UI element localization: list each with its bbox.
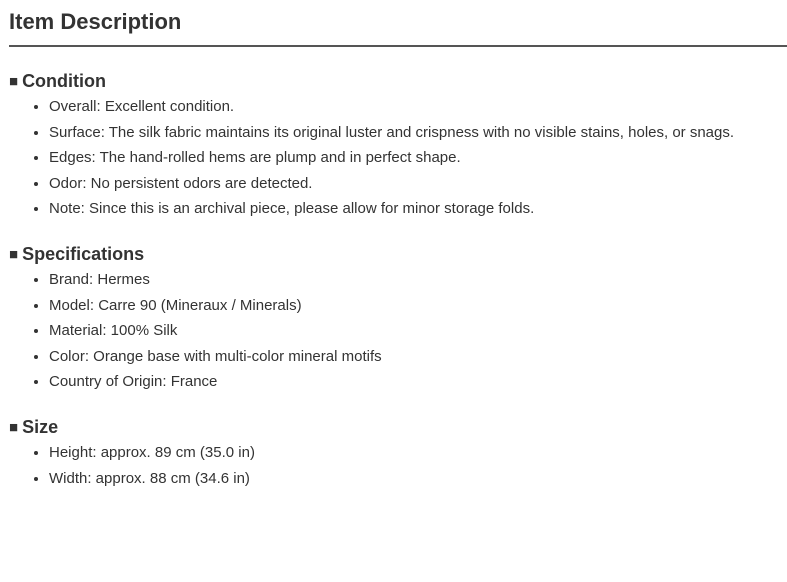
- condition-list: [9, 94, 787, 222]
- list-item: • Odor: No persistent odors are detected.: [49, 171, 787, 197]
- section-heading-specifications: [9, 243, 787, 267]
- item-description-panel: [9, 0, 787, 491]
- list-item: • Note: Since this is an archival piece, please allow for minor storage folds.: [49, 196, 787, 222]
- size-list: [9, 440, 787, 491]
- page-title: Item Description: [9, 0, 787, 47]
- list-item: • Height: approx. 89 cm (35.0 in): [49, 440, 787, 466]
- list-item: • Brand: Hermes: [49, 267, 787, 293]
- section-heading-label: Size: [22, 416, 59, 437]
- specifications-list: [9, 267, 787, 395]
- section-heading-label: Condition: [22, 71, 107, 91]
- list-item: • Color: Orange base with multi-color mineral motifs: [49, 344, 787, 370]
- list-item: • Width: approx. 88 cm (34.6 in): [49, 466, 787, 492]
- square-bullet-icon: ■: [9, 73, 19, 90]
- list-item: • Country of Origin: France: [49, 369, 787, 395]
- list-item: • Surface: The silk fabric maintains its original luster and crispness with no visible stains, holes, or snags.: [49, 120, 787, 146]
- list-item: • Edges: The hand-rolled hems are plump and in perfect shape.: [49, 145, 787, 171]
- list-item: • Material: 100% Silk: [49, 318, 787, 344]
- section-heading-size: [9, 416, 787, 440]
- square-bullet-icon: ■: [9, 245, 19, 263]
- section-heading-condition: [9, 70, 787, 94]
- section-heading-label: Specifications: [22, 243, 145, 264]
- list-item: • Overall: Excellent condition.: [49, 94, 787, 120]
- list-item: • Model: Carre 90 (Mineraux / Minerals): [49, 293, 787, 319]
- square-bullet-icon: ■: [9, 418, 19, 436]
